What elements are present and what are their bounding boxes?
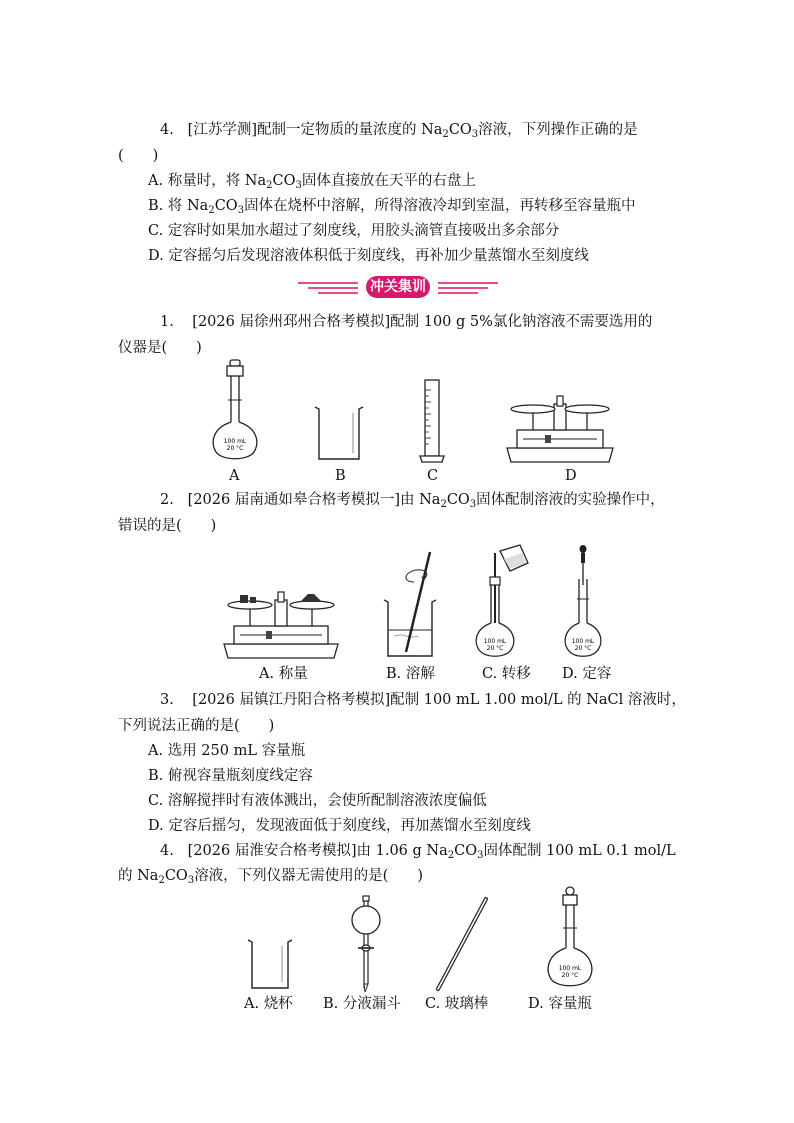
section-banner — [298, 276, 498, 298]
svg-text:20 °C: 20 °C — [561, 972, 579, 979]
svg-text:100 mL: 100 mL — [558, 965, 582, 972]
q2-fixing-volume — [568, 545, 608, 660]
q3-stem-line2: 下列说法正确的是( ) — [118, 718, 275, 734]
pre-option-c: C. 定容时如果加水超过了刻度线，用胶头滴管直接吸出多余部分 — [148, 223, 560, 239]
pre-option-a: A. 称量时，将 $Na_2CO_3$固体直接放在天平的右盘上 — [148, 173, 476, 191]
banner-right-lines — [438, 276, 498, 298]
q4-caption-b: B. 分液漏斗 — [323, 996, 401, 1012]
q3-stem: 3. [2026 届镇江丹阳合格考模拟]配制 100 mL 1.00 mol/L 的 NaCl 溶液时， — [160, 692, 686, 708]
svg-text:100 mL: 100 mL — [483, 638, 507, 645]
q1-volumetric-flask — [210, 360, 260, 465]
q4-stem: 4. [2026 届淮安合格考模拟]由 1.06 g $Na_2CO_3$固体配制 100 mL 0.1 mol/L — [160, 843, 676, 861]
q2-transfer — [478, 545, 533, 660]
q1-graduated-cylinder — [420, 378, 444, 463]
q1-label-d: D — [565, 468, 577, 484]
q3-option-c: C. 溶解搅拌时有液体溅出，会使所配制溶液浓度偏低 — [148, 793, 487, 809]
q3-option-b: B. 俯视容量瓶刻度线定容 — [148, 768, 313, 784]
svg-text:20 °C: 20 °C — [226, 445, 244, 452]
svg-text:100 mL: 100 mL — [223, 438, 247, 445]
q2-caption-a: A. 称量 — [259, 666, 308, 682]
banner-title: 冲关集训 — [366, 276, 430, 298]
q2-stem: 2. [2026 届南通如皋合格考模拟一]由 $Na_2CO_3$固体配制溶液的实验操作中， — [160, 492, 665, 510]
q3-option-d: D. 定容后摇匀，发现液面低于刻度线，再加蒸馏水至刻度线 — [148, 818, 531, 834]
q2-caption-b: B. 溶解 — [386, 666, 435, 682]
q4-stem-line2: 的 $Na_2CO_3$溶液，下列仪器无需使用的是( ) — [118, 868, 424, 886]
svg-text:20 °C: 20 °C — [486, 645, 504, 652]
q1-stem: 1. [2026 届徐州邳州合格考模拟]配制 100 g 5%氯化钠溶液不需要选用的 — [160, 314, 653, 330]
q3-option-a: A. 选用 250 mL 容量瓶 — [148, 743, 306, 759]
q2-caption-d: D. 定容 — [562, 666, 612, 682]
q4-separatory-funnel — [348, 896, 384, 992]
pre-question-stem: 4. [江苏学测]配制一定物质的量浓度的 $Na_2CO_3$溶液，下列操作正确的是 — [160, 122, 638, 140]
q1-stem-line2: 仪器是( ) — [118, 340, 202, 356]
q4-caption-d: D. 容量瓶 — [528, 996, 592, 1012]
pre-option-d: D. 定容摇匀后发现溶液体积低于刻度线，再补加少量蒸馏水至刻度线 — [148, 248, 589, 264]
q2-balance — [222, 588, 340, 660]
q1-label-a: A — [229, 468, 240, 484]
q1-label-c: C — [427, 468, 439, 484]
answer-paren: ( ) — [118, 148, 159, 164]
q4-caption-c: C. 玻璃棒 — [425, 996, 489, 1012]
q4-glass-rod — [435, 896, 489, 992]
q4-beaker — [246, 938, 294, 990]
q4-caption-a: A. 烧杯 — [244, 996, 293, 1012]
pre-option-b: B. 将 $Na_2CO_3$固体在烧杯中溶解，所得溶液冷却到室温，再转移至容量瓶中 — [148, 198, 636, 216]
q1-balance — [505, 392, 615, 464]
q4-volumetric-flask — [545, 886, 595, 992]
q1-beaker — [313, 405, 365, 463]
svg-text:100 mL: 100 mL — [571, 638, 595, 645]
q1-label-b: B — [335, 468, 346, 484]
q2-dissolving-beaker — [380, 552, 440, 660]
q2-stem-line2: 错误的是( ) — [118, 518, 217, 534]
svg-text:20 °C: 20 °C — [574, 645, 592, 652]
q2-caption-c: C. 转移 — [482, 666, 531, 682]
banner-left-lines — [298, 276, 358, 298]
